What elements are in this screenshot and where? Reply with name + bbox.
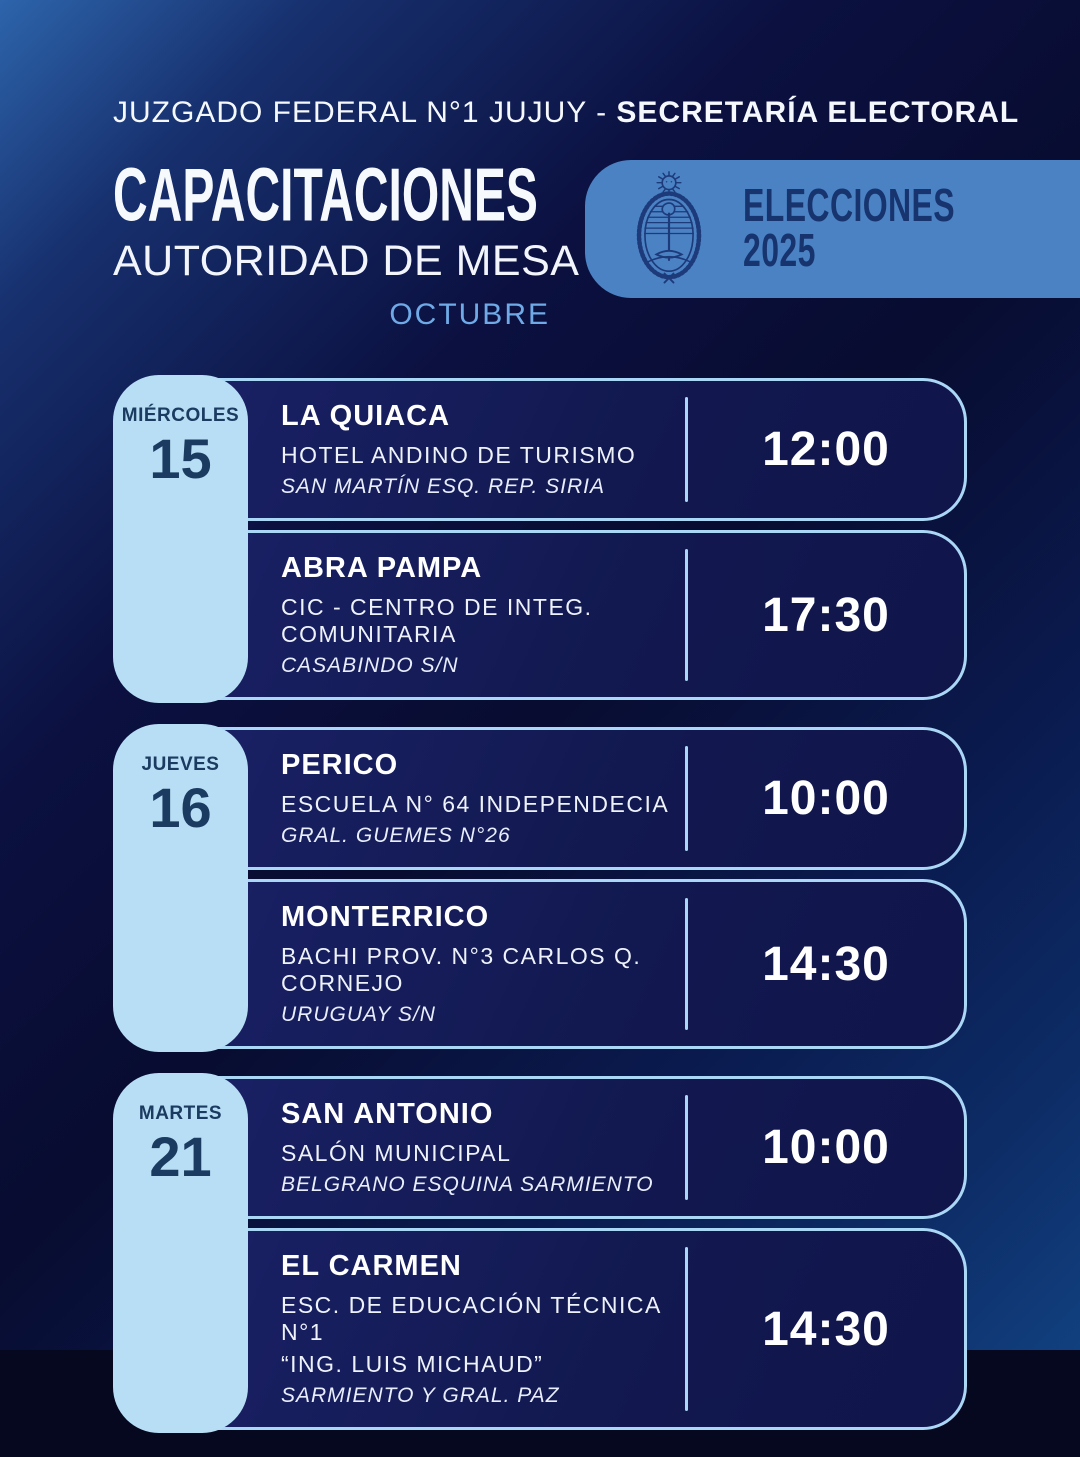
page-subtitle: AUTORIDAD DE MESA xyxy=(113,237,580,285)
event-venue: SALÓN MUNICIPAL xyxy=(281,1140,512,1166)
event-row xyxy=(181,1228,967,1430)
event-venue: CIC - CENTRO DE INTEG. COMUNITARIA xyxy=(281,594,593,647)
page-title: CAPACITACIONES xyxy=(113,152,538,238)
event-time: 12:00 xyxy=(762,423,890,476)
event-row xyxy=(181,530,967,700)
event-info xyxy=(184,1231,685,1427)
event-row xyxy=(181,378,967,521)
elections-badge-line2: 2025 xyxy=(743,225,816,277)
argentina-coat-of-arms-icon xyxy=(623,170,715,288)
event-city: LA QUIACA xyxy=(281,400,451,432)
event-address: SARMIENTO Y GRAL. PAZ xyxy=(281,1384,560,1407)
event-time: 14:30 xyxy=(762,1302,890,1356)
court-header-regular: JUZGADO FEDERAL N°1 JUJUY - xyxy=(113,96,617,129)
event-row xyxy=(181,879,967,1049)
event-city: PERICO xyxy=(281,749,399,781)
day-number: 21 xyxy=(149,1125,212,1188)
schedule-list xyxy=(113,378,967,1457)
event-time: 10:00 xyxy=(762,772,890,825)
day-events xyxy=(181,378,967,700)
event-city: EL CARMEN xyxy=(281,1250,462,1282)
day-block xyxy=(113,727,967,1049)
event-row xyxy=(181,727,967,870)
day-number: 15 xyxy=(149,427,212,490)
event-time: 17:30 xyxy=(762,588,890,642)
event-address: BELGRANO ESQUINA SARMIENTO xyxy=(281,1173,654,1196)
day-block xyxy=(113,1076,967,1430)
event-time: 14:30 xyxy=(762,937,890,991)
event-address: GRAL. GUEMES N°26 xyxy=(281,824,511,847)
event-info xyxy=(184,730,685,867)
day-tab xyxy=(113,375,248,703)
event-venue: “ING. LUIS MICHAUD” xyxy=(281,1351,544,1377)
day-tab xyxy=(113,1073,248,1433)
event-venue: ESC. DE EDUCACIÓN TÉCNICA N°1 xyxy=(281,1292,661,1345)
elections-badge xyxy=(585,160,1080,298)
day-tab xyxy=(113,724,248,1052)
court-header xyxy=(113,96,1019,130)
elections-badge-line1: ELECCIONES xyxy=(743,180,956,232)
court-header-bold: SECRETARÍA ELECTORAL xyxy=(616,96,1020,129)
event-city: SAN ANTONIO xyxy=(281,1098,494,1130)
event-info xyxy=(184,882,685,1046)
event-venue: BACHI PROV. N°3 CARLOS Q. CORNEJO xyxy=(281,943,642,996)
month-label: OCTUBRE xyxy=(389,298,550,331)
event-city: MONTERRICO xyxy=(281,901,490,933)
event-address: URUGUAY S/N xyxy=(281,1003,436,1026)
event-info xyxy=(184,381,685,518)
day-name: MIÉRCOLES xyxy=(121,405,240,426)
event-row xyxy=(181,1076,967,1219)
event-info xyxy=(184,1079,685,1216)
day-name: JUEVES xyxy=(141,754,220,775)
title-block xyxy=(113,152,580,332)
event-venue: ESCUELA N° 64 INDEPENDECIA xyxy=(281,791,670,817)
event-venue: HOTEL ANDINO DE TURISMO xyxy=(281,442,637,468)
day-name: MARTES xyxy=(138,1103,223,1124)
elections-badge-text xyxy=(743,180,956,277)
day-events xyxy=(181,1076,967,1430)
event-info xyxy=(184,533,685,697)
event-city: ABRA PAMPA xyxy=(281,552,483,584)
day-number: 16 xyxy=(149,776,212,839)
day-events xyxy=(181,727,967,1049)
event-address: SAN MARTÍN ESQ. REP. SIRIA xyxy=(281,475,605,498)
event-address: CASABINDO S/N xyxy=(281,654,459,677)
event-time: 10:00 xyxy=(762,1121,890,1174)
day-block xyxy=(113,378,967,700)
